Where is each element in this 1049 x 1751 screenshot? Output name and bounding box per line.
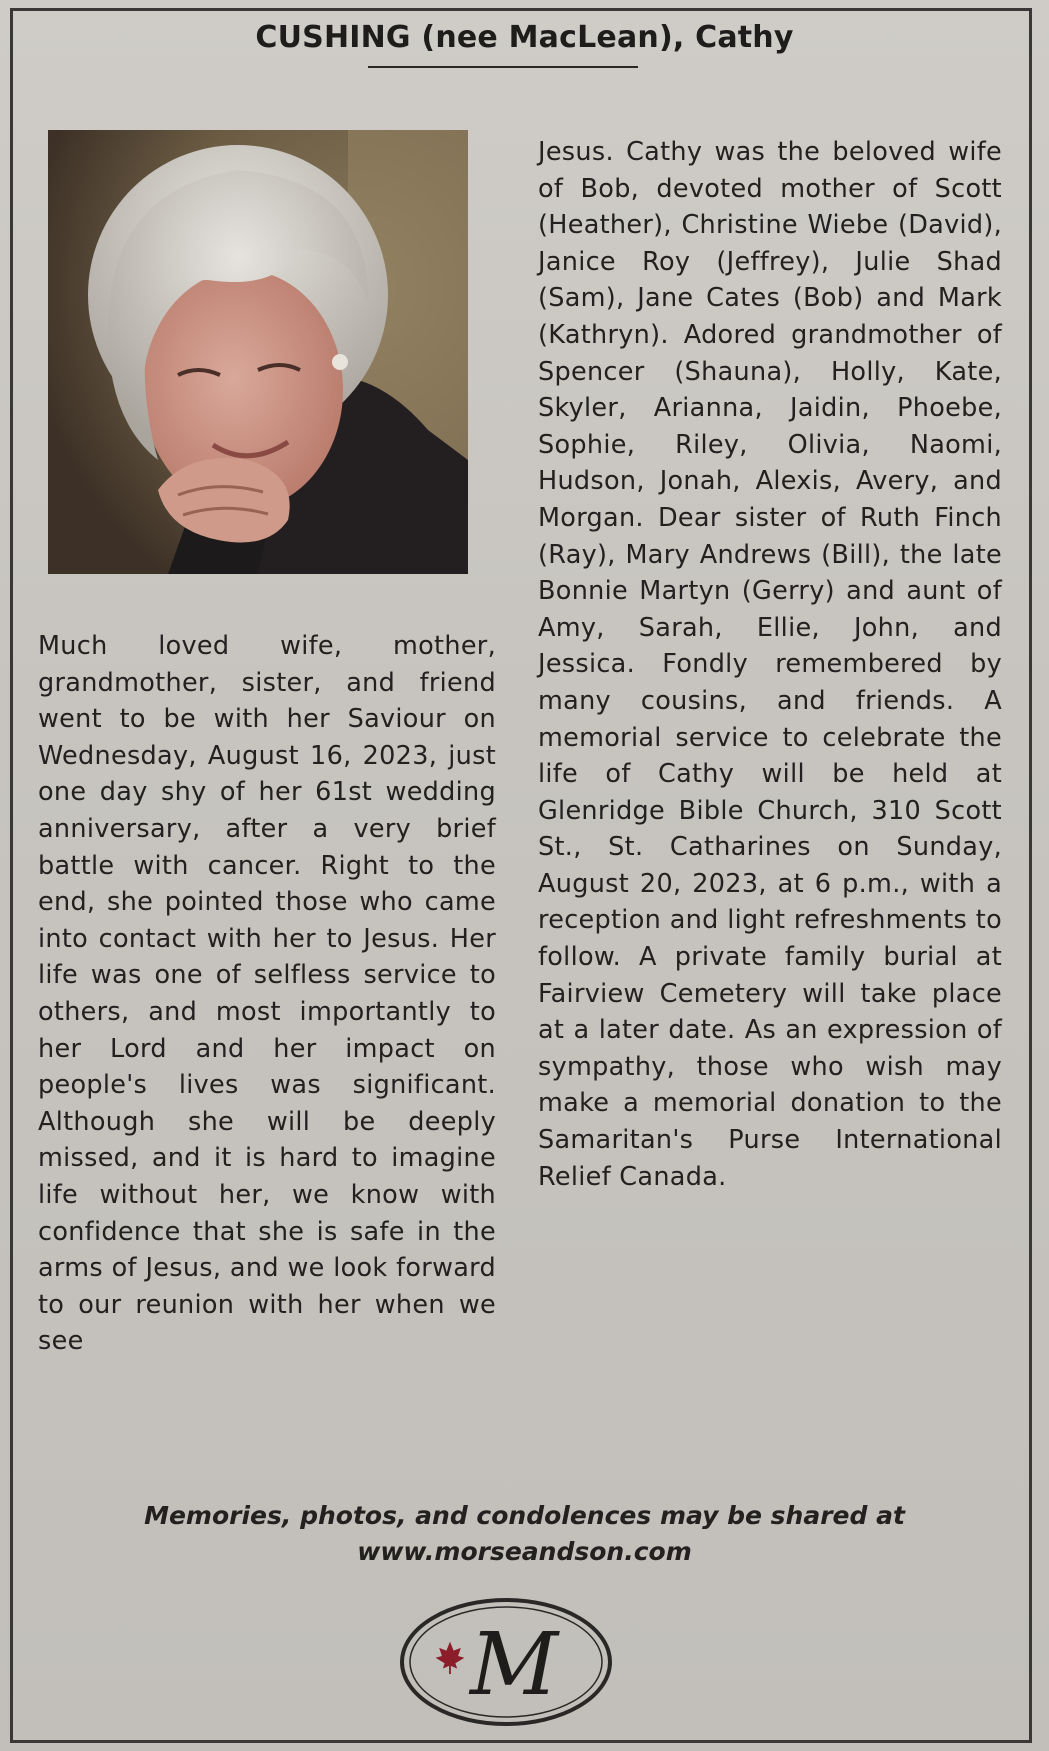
logo-letter: M	[469, 1615, 559, 1715]
maple-leaf-icon	[436, 1642, 465, 1674]
funeral-home-url: www.morseandson.com	[357, 1537, 692, 1566]
obituary-body-right: Jesus. Cathy was the beloved wife of Bob, devoted mother of Scott (Heather), Christine Wiebe (David), Janice Roy (Jeffrey), Julie Shad (Sam), Jane Cates (Bob) and Mark (Kathryn). Adored grandmother of Spencer (Shauna), Holly, Kate, Skyler, Arianna, Jaidin, Phoebe, Sophie, Riley, Olivia, Naomi, Hudson, Jonah, Alexis, Avery, and Morgan. Dear sister of Ruth Finch (Ray), Mary Andrews (Bill), the late Bonnie Martyn (Gerry) and aunt of Amy, Sarah, Ellie, John, and Jessica. Fondly remembered by many cousins, and friends. A memorial service to celebrate the life of Cathy will be held at Glenridge Bible Church, 310 Scott St., St. Catharines on Sunday, August 20, 2023, at 6 p.m., with a reception and light refreshments to follow. A private family burial at Fairview Cemetery will take place at a later date. As an expression of sympathy, those who wish may make a memorial donation to the Samaritan's Purse International Relief Canada.	[538, 137, 1002, 1192]
funeral-home-logo	[396, 1594, 616, 1730]
condolences-note	[0, 1498, 1049, 1570]
obituary-title: CUSHING (nee MacLean), Cathy	[255, 20, 794, 55]
portrait-photo	[48, 130, 468, 574]
title-underline	[368, 66, 638, 68]
obituary-body-left: Much loved wife, mother, grandmother, sister, and friend went to be with her Saviour on Wednesday, August 16, 2023, just one day shy of her 61st wedding anniversary, after a very brief battle with cancer. Right to the end, she pointed those who came into contact with her to Jesus. Her life was one of selfless service to others, and most importantly to her Lord and her impact on people's lives was significant. Although she will be deeply missed, and it is hard to imagine life without her, we know with confidence that she is safe in the arms of Jesus, and we look forward to our reunion with her when we see	[38, 631, 496, 1357]
condolences-line: Memories, photos, and condolences may be shared at	[144, 1501, 905, 1530]
portrait-illustration	[48, 130, 468, 574]
